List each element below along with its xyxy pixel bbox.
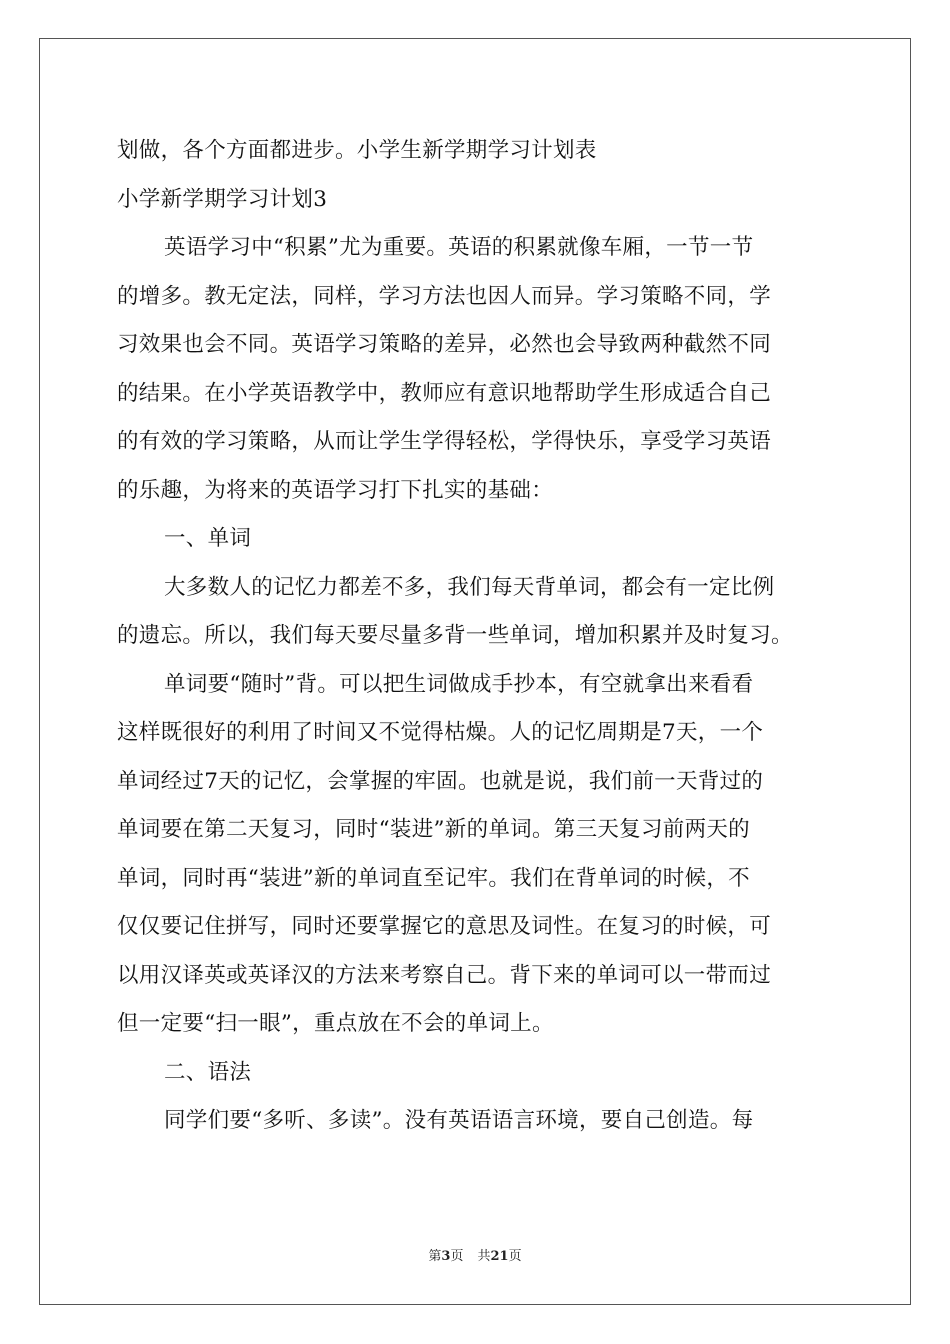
document-body — [117, 127, 832, 1146]
text-line: 的乐趣，为将来的英语学习打下扎实的基础： — [117, 477, 554, 503]
page-prefix: 第 — [428, 1249, 442, 1264]
text-line: 这样既很好的利用了时间又不觉得枯燥。人的记忆周期是7天，一个 — [117, 720, 764, 745]
text-line: 小学新学期学习计划3 — [117, 186, 328, 212]
text-line: 仅仅要记住拼写，同时还要掌握它的意思及词性。在复习的时候，可 — [117, 914, 772, 939]
text-line: 的遗忘。所以，我们每天要尽量多背一些单词，增加积累并及时复习。 — [117, 623, 793, 648]
text-line: 但一定要“扫一眼”，重点放在不会的单词上。 — [117, 1011, 554, 1036]
text-line: 一、单词 — [164, 526, 252, 551]
text-line: 英语学习中“积累”尤为重要。英语的积累就像车厢，一节一节 — [164, 235, 754, 260]
total-pages: 21 — [490, 1249, 509, 1264]
text-line: 的增多。教无定法，同样，学习方法也因人而异。学习策略不同，学 — [117, 283, 772, 309]
text-line: 大多数人的记忆力都差不多，我们每天背单词，都会有一定比例 — [164, 574, 775, 600]
text-line: 二、语法 — [164, 1059, 252, 1085]
text-line: 划做，各个方面都进步。小学生新学期学习计划表 — [117, 138, 597, 163]
page-suffix: 页 — [450, 1249, 464, 1264]
text-line: 同学们要“多听、多读”。没有英语语言环境，要自己创造。每 — [164, 1108, 754, 1133]
total-prefix: 共 — [477, 1249, 491, 1264]
text-line: 单词，同时再“装进”新的单词直至记牢。我们在背单词的时候，不 — [117, 865, 750, 891]
total-suffix: 页 — [508, 1249, 522, 1264]
page-number: 3 — [441, 1249, 451, 1264]
page-footer — [0, 1248, 950, 1266]
text-line: 的结果。在小学英语教学中，教师应有意识地帮助学生形成适合自己 — [117, 380, 772, 406]
text-line: 单词经过7天的记忆，会掌握的牢固。也就是说，我们前一天背过的 — [117, 768, 764, 794]
text-line: 单词要在第二天复习，同时“装进”新的单词。第三天复习前两天的 — [117, 817, 750, 842]
text-line: 习效果也会不同。英语学习策略的差异，必然也会导致两种截然不同 — [117, 332, 772, 357]
text-line: 单词要“随时”背。可以把生词做成手抄本，有空就拿出来看看 — [164, 671, 754, 697]
text-line: 的有效的学习策略，从而让学生学得轻松，学得快乐，享受学习英语 — [117, 429, 772, 454]
text-line: 以用汉译英或英译汉的方法来考察自己。背下来的单词可以一带而过 — [117, 962, 772, 988]
